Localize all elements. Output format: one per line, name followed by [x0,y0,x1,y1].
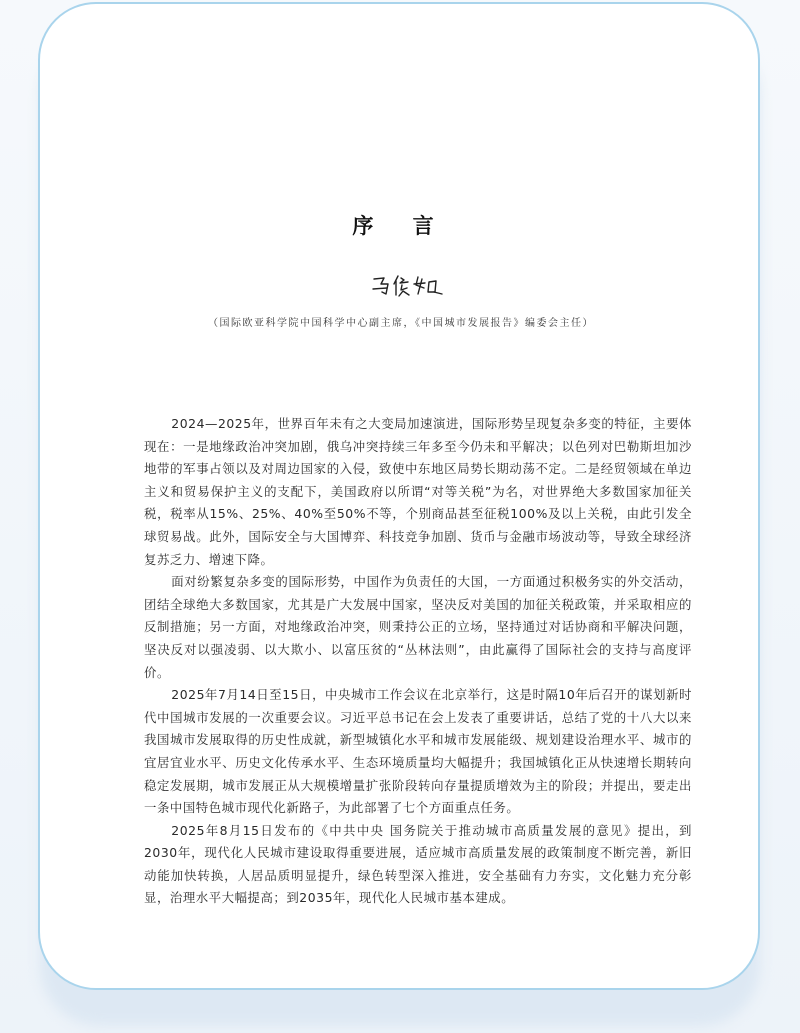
paragraph: 2025年8月15日发布的《中共中央 国务院关于推动城市高质量发展的意见》提出，到2030年，现代化人民城市建设取得重要进展，适应城市高质量发展的政策制度不断完善，新旧动能加快转换，人居品质明显提升，绿色转型深入推进，安全基础有力夯实，文化魅力充分彰显，治理水平大幅提高；到2035年，现代化人民城市基本建成。 [144,822,692,906]
handwritten-signature [368,270,448,300]
preface-body [144,413,692,910]
document-card [38,2,760,990]
paragraph: 2025年7月14日至15日，中央城市工作会议在北京举行，这是时隔10年后召开的谋划新时代中国城市发展的一次重要会议。习近平总书记在会上发表了重要讲话，总结了党的十八大以来我国城市发展取得的历史性成就，新型城镇化水平和城市发展能级、规划建设治理水平、城市的宜居宜业水平、历史文化传承水平、生态环境质量均大幅提升；我国城镇化正从快速增长期转向稳定发展期，城市发展正从大规模增量扩张阶段转向存量提质增效为主的阶段；并提出，要走出一条中国特色城市现代化新路子，为此部署了七个方面重点任务。 [144,687,692,816]
preface-title: 序 言 [352,213,450,238]
paragraph: 面对纷繁复杂多变的国际形势，中国作为负责任的大国，一方面通过积极务实的外交活动，团结全球绝大多数国家，尤其是广大发展中国家，坚决反对美国的加征关税政策，并采取相应的反制措施；另一方面，对地缘政治冲突，则秉持公正的立场，坚持通过对话协商和平解决问题，坚决反对以强凌弱、以大欺小、以富压贫的“丛林法则”，由此赢得了国际社会的支持与高度评价。 [144,574,692,680]
paragraph: 2024—2025年，世界百年未有之大变局加速演进，国际形势呈现复杂多变的特征，主要体现在：一是地缘政治冲突加剧，俄乌冲突持续三年多至今仍未和平解决；以色列对巴勒斯坦加沙地带的军事占领以及对周边国家的入侵，致使中东地区局势长期动荡不定。二是经贸领域在单边主义和贸易保护主义的支配下，美国政府以所谓“对等关税”为名，对世界绝大多数国家加征关税，税率从15%、25%、40%至50%不等，个别商品甚至征税100%及以上关税，由此引发全球贸易战。此外，国际安全与大国博弈、科技竞争加剧、货币与金融市场波动等，导致全球经济复苏乏力、增速下降。 [144,416,692,567]
author-affiliation: （国际欧亚科学院中国科学中心副主席，《中国城市发展报告》编委会主任） [208,318,594,329]
